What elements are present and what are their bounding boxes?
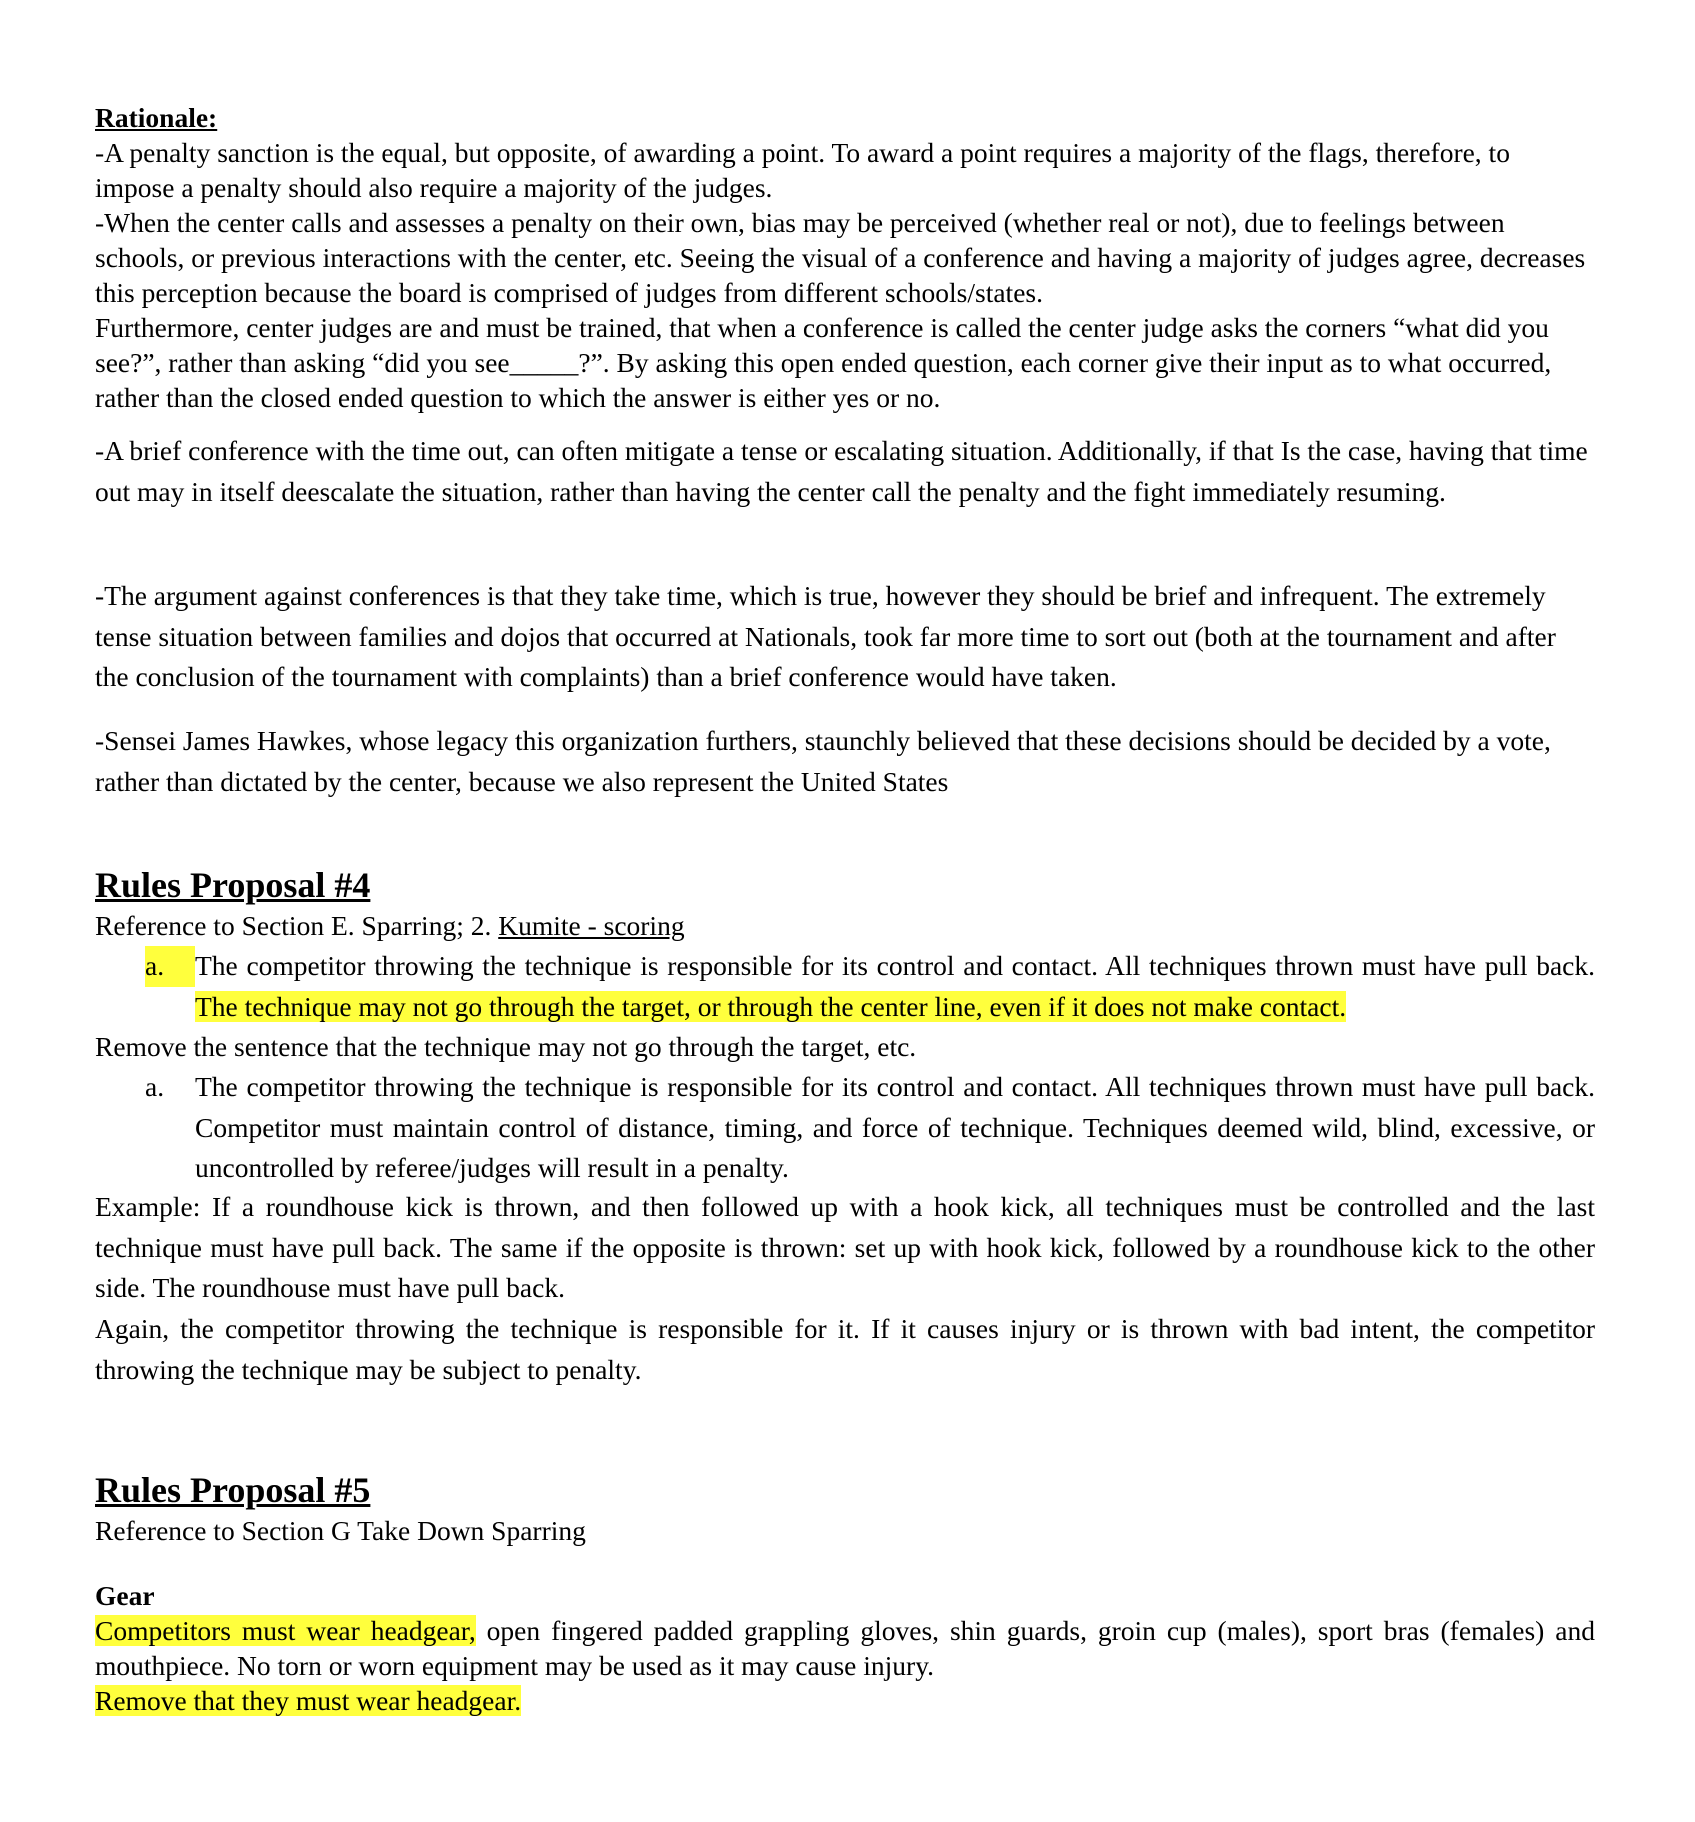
- highlighted-headgear-requirement: Competitors must wear headgear,: [95, 1615, 476, 1646]
- highlighted-remove-headgear: Remove that they must wear headgear.: [95, 1685, 522, 1716]
- proposal-4-heading: Rules Proposal #4: [95, 865, 371, 905]
- item-text: [195, 946, 1595, 1027]
- gear-block: [95, 1578, 1595, 1718]
- proposal-5-heading: Rules Proposal #5: [95, 1470, 371, 1510]
- item-marker: a.: [145, 946, 195, 987]
- rationale-heading: Rationale:: [95, 102, 218, 133]
- proposal-4-remove-note: Remove the sentence that the technique may not go through the target, etc.: [95, 1031, 917, 1062]
- proposal-5-reference: Reference to Section G Take Down Sparring: [95, 1515, 586, 1546]
- rationale-paragraph-1: -A penalty sanction is the equal, but opposite, of awarding a point. To award a point requires a majority of the flags, therefore, to impose a penalty should also require a majority of the judges.: [95, 137, 1510, 203]
- rationale-block: [95, 100, 1595, 415]
- gear-text: open fingered padded grappling gloves, shin guards, groin cup (males), sport bras (females) and mouthpiece. No torn or worn equipment may be used as it may cause injury.: [95, 1615, 1595, 1681]
- rationale-paragraph-2: -When the center calls and assesses a penalty on their own, bias may be perceived (whether real or not), due to feelings between schools, or previous interactions with the center, etc. Seeing the visual of a conference and having a majority of judges agree, decreases this perception because the board is comprised of judges from different schools/states.: [95, 207, 1586, 308]
- proposal-4-reference: [95, 906, 1595, 947]
- rationale-paragraph-5: -The argument against conferences is that they take time, which is true, however they should be brief and infrequent. The extremely tense situation between families and dojos that occurred at Nationals, took far more time to sort out (both at the tournament and after the conclusion of the tournament with complaints) than a brief conference would have taken.: [95, 580, 1556, 692]
- highlighted-removed-sentence: The technique may not go through the target, or through the center line, even if it does not make contact.: [195, 990, 1347, 1022]
- proposal-4-reference-prefix: Reference to Section E. Sparring; 2.: [95, 910, 499, 941]
- rationale-paragraph-6: -Sensei James Hawkes, whose legacy this organization furthers, staunchly believed that these decisions should be decided by a vote, rather than dictated by the center, because we also represent the United States: [95, 725, 1551, 797]
- item-text-plain: The competitor throwing the technique is responsible for its control and contact. All techniques thrown must have pull back.: [195, 950, 1595, 981]
- rationale-paragraph-4: -A brief conference with the time out, can often mitigate a tense or escalating situation. Additionally, if that Is the case, having that time out may in itself deescalate the situation, rather than having the center call the penalty and the fight immediately resuming.: [95, 435, 1588, 507]
- rationale-paragraph-3: Furthermore, center judges are and must be trained, that when a conference is called the center judge asks the corners “what did you see?”, rather than asking “did you see_____?”. By asking this open ended question, each corner give their input as to what occurred, rather than the closed ended question to which the answer is either yes or no.: [95, 312, 1552, 413]
- proposal-4-revised-item: [145, 1067, 1595, 1189]
- proposal-4-again: Again, the competitor throwing the technique is responsible for it. If it causes injury or is thrown with bad intent, the competitor throwing the technique may be subject to penalty.: [95, 1313, 1595, 1385]
- proposal-4-original-item: [145, 946, 1595, 1027]
- proposal-4-example: Example: If a roundhouse kick is thrown, and then followed up with a hook kick, all techniques must be controlled and the last technique must have pull back. The same if the opposite is thrown: set up with hook kick, followed by a roundhouse kick to the other side. The roundhouse must have pull back.: [95, 1191, 1595, 1303]
- item-marker: a.: [145, 1071, 165, 1102]
- gear-heading: Gear: [95, 1580, 155, 1611]
- item-text: The competitor throwing the technique is responsible for its control and contact. All techniques thrown must have pull back. Competitor must maintain control of distance, timing, and force of technique. Techniques deemed wild, blind, excessive, or uncontrolled by referee/judges will result in a penalty.: [195, 1071, 1595, 1183]
- proposal-4-reference-section: Kumite - scoring: [498, 910, 685, 941]
